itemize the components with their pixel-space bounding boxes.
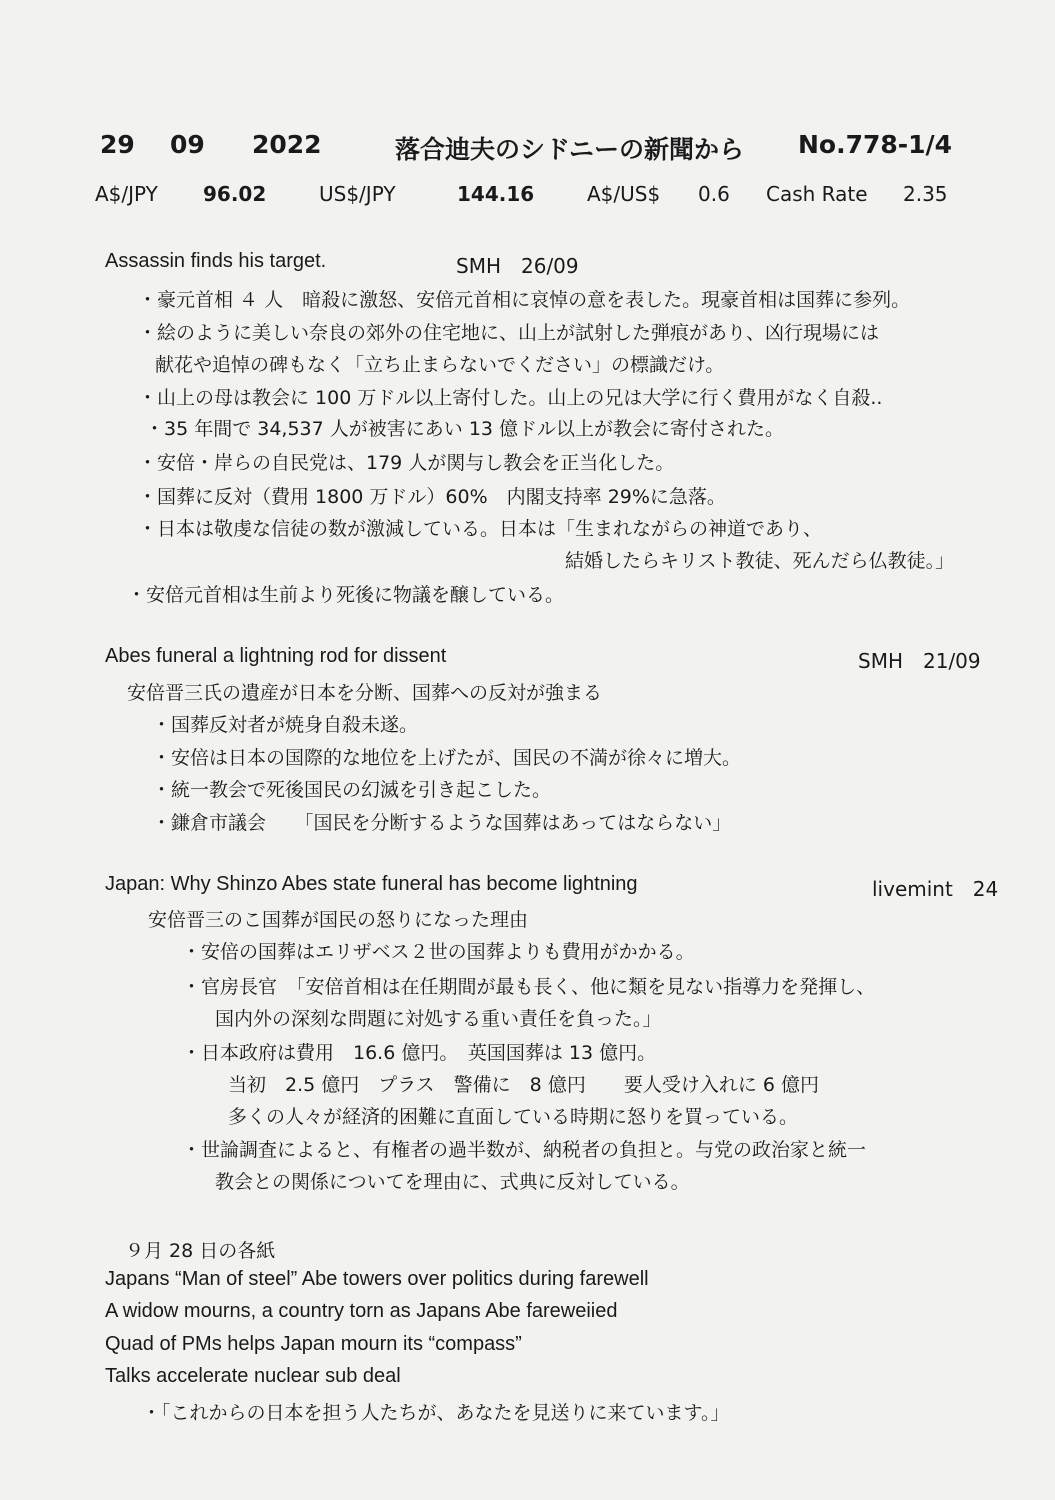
article3-line: ・世論調査によると、有権者の過半数が、納税者の負担と。与党の政治家と統一 <box>182 1139 867 1161</box>
section4-headline: A widow mourns, a country torn as Japans Abe fareweiied <box>105 1300 618 1322</box>
section4-heading: ９月 28 日の各紙 <box>125 1240 276 1262</box>
article1-line: 献花や追悼の碑もなく「立ち止まらないでください」の標識だけ。 <box>155 354 725 376</box>
article2-line: ・鎌倉市議会 「国民を分断するような国葬はあってはならない」 <box>152 812 732 834</box>
article2-source: SMH 21/09 <box>858 649 981 673</box>
article2-headline: Abes funeral a lightning rod for dissent <box>105 645 447 667</box>
section4-headline: Talks accelerate nuclear sub deal <box>105 1365 401 1387</box>
section4-quote: ・「これからの日本を担う人たちが、あなたを見送りに来ています。」 <box>142 1402 730 1424</box>
article1-line: ・安倍・岸らの自民党は、179 人が関与し教会を正当化した。 <box>138 452 675 474</box>
article2-line: ・国葬反対者が焼身自殺未遂。 <box>152 714 419 736</box>
article3-line: 国内外の深刻な問題に対処する重い責任を負った。」 <box>215 1008 662 1030</box>
header-month: 09 <box>170 130 205 159</box>
article1-line: ・豪元首相 ４ 人 暗殺に激怒、安倍元首相に哀悼の意を表した。現豪首相は国葬に参列。 <box>138 289 911 311</box>
article2-subtitle: 安倍晋三氏の遺産が日本を分断、国葬への反対が強まる <box>127 682 603 704</box>
article3-line: ・官房長官 「安倍首相は在任期間が最も長く、他に類を見ない指導力を発揮し、 <box>182 976 876 998</box>
section4-headline: Japans “Man of steel” Abe towers over politics during farewell <box>105 1268 649 1290</box>
usdjpy-label: US$/JPY <box>319 182 396 206</box>
article2-line: ・統一教会で死後国民の幻滅を引き起こした。 <box>152 779 552 801</box>
article2-line: ・安倍は日本の国際的な地位を上げたが、国民の不満が徐々に増大。 <box>152 747 742 769</box>
cash-rate-value: 2.35 <box>903 182 948 206</box>
article1-headline: Assassin finds his target. <box>105 250 327 272</box>
audusd-value: 0.6 <box>698 182 730 206</box>
article1-line: ・安倍元首相は生前より死後に物議を醸している。 <box>127 584 565 606</box>
article3-headline: Japan: Why Shinzo Abes state funeral has become lightning <box>105 873 638 895</box>
article3-line: ・安倍の国葬はエリザベス２世の国葬よりも費用がかかる。 <box>182 941 695 963</box>
article3-line: 当初 2.5 億円 プラス 警備に 8 億円 要人受け入れに 6 億円 <box>228 1074 819 1096</box>
article1-line: ・絵のように美しい奈良の郊外の住宅地に、山上が試射した弾痕があり、凶行現場には <box>138 322 880 344</box>
article3-line: 教会との関係についてを理由に、式典に反対している。 <box>215 1171 690 1193</box>
header-year: 2022 <box>252 130 322 159</box>
header-title: 落合迪夫のシドニーの新聞から <box>395 135 745 164</box>
article3-subtitle: 安倍晋三のこ国葬が国民の怒りになった理由 <box>148 909 529 931</box>
audjpy-label: A$/JPY <box>95 182 158 206</box>
article1-line: ・日本は敬虔な信徒の数が激減している。日本は「生まれながらの神道であり、 <box>138 518 823 540</box>
article1-line: ・35 年間で 34,537 人が被害にあい 13 億ドル以上が教会に寄付された。 <box>145 418 785 440</box>
article3-source: livemint 24 <box>872 877 999 901</box>
header-number: No.778-1/4 <box>798 130 953 159</box>
cash-rate-label: Cash Rate <box>766 182 868 206</box>
audjpy-value: 96.02 <box>203 182 267 206</box>
article1-line: ・国葬に反対（費用 1800 万ドル）60% 内閣支持率 29%に急落。 <box>138 486 726 508</box>
header-day: 29 <box>100 130 135 159</box>
article1-line: ・山上の母は教会に 100 万ドル以上寄付した。山上の兄は大学に行く費用がなく自殺.. <box>138 387 883 409</box>
article1-source: SMH 26/09 <box>456 254 579 278</box>
usdjpy-value: 144.16 <box>457 182 535 206</box>
article3-line: 多くの人々が経済的困難に直面している時期に怒りを買っている。 <box>228 1106 799 1128</box>
article3-line: ・日本政府は費用 16.6 億円。 英国国葬は 13 億円。 <box>182 1042 657 1064</box>
article1-line: 結婚したらキリスト教徒、死んだら仏教徒。」 <box>565 550 955 572</box>
audusd-label: A$/US$ <box>587 182 661 206</box>
section4-headline: Quad of PMs helps Japan mourn its “compass” <box>105 1333 522 1355</box>
